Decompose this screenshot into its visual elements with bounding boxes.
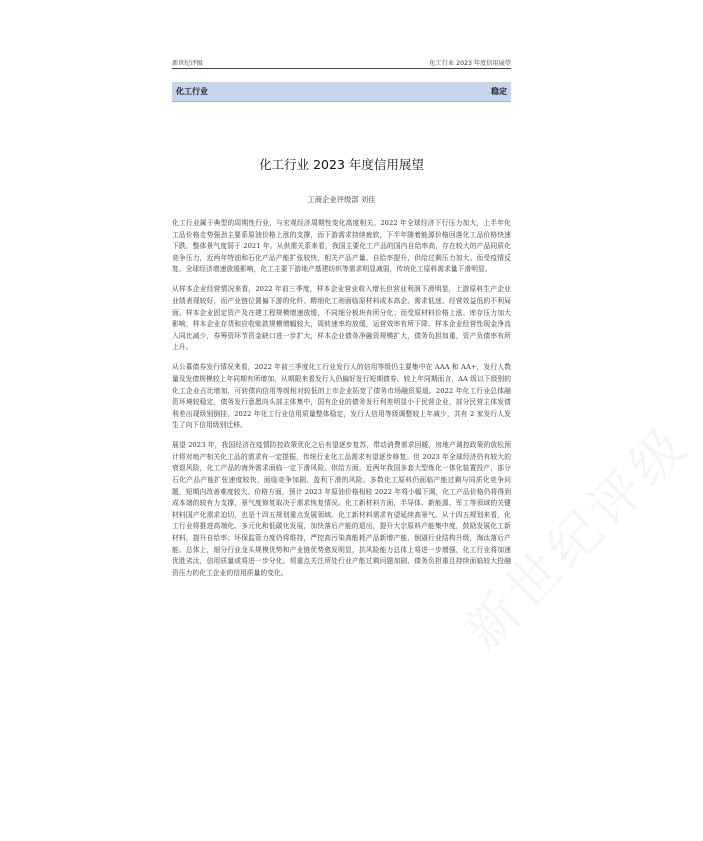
report-title: 化工行业 2023 年度信用展望 xyxy=(259,157,424,172)
paragraph-bond-issuance: 从公募债券发行情况来看，2022 年前三季度化工行业发行人的信用等级仍主要集中在 AAA 和 AA+，发行人数量及发债规模较上年同期有所增加，从期限来看发行人仍偏好发行短期债券。较上年同期而言，AA 级以下级别的化工企业占比增加，可转债向信用等级相对较低的上市企业拓宽了债务市场融资渠道。2022 年化工行业总体融资环境较稳定，债务发行意愿向头部主体集中，国有企业的债务发行利差明显小于民营企业，部分民营主体发债利差出现级别倒挂。2022 年化工行业信用质量整体稳定，发行人信用等级调整较上年减少，共有 2 家发行人发生了向下信用级别迁移。 xyxy=(172,363,511,430)
paragraph-sample-operations: 从样本企业经营情况来看，2022 年前三季度，样本企业营业收入增长但营业利润下滑明显，上游原料生产企业业绩表现较好，而产业链位置偏下游的化纤、精细化工则面临原材料成本高企、需求低迷、经营效益低的不利局面。样本企业固定资产及在建工程规模增速放缓，不同细分板块有所分化；而受原材料价格上涨、库存压力加大影响，样本企业存货和应收账款规模增幅较大，周转速率均放缓，运营效率有所下降。样本企业经营性现金净流入同比减少，券筹资环节资金缺口进一步扩大，样本企业债务净融资规模扩大，债务负担加重，资产负债率有所上升。 xyxy=(172,285,511,352)
watermark: 新世纪评级 xyxy=(454,414,702,662)
paragraph-industry-overview: 化工行业属于典型的周期性行业，与宏观经济周期性变化高度相关。2022 年全球经济下行压力加大，上半年化工品价格走势强劲主要系原油价格上涨的支撑，而下游需求持续疲软，下半年随着能源价格回落化工品价格快速下跌，整体景气度弱于 2021 年。从供需关系来看，我国主要化工产品的国内自给率高，存在较大的产品同质化竞争压力，近两年特油和石化产品产能扩张较快，相关产品产量、自给率提升，供给过剩压力加大。而受疫情反复、全球经济增速放缓影响，化工主要下游地产基建纺织等需求明显减弱，传统化工原料需求量下滑明显。 xyxy=(172,219,511,274)
report-author: 工商企业评级部 刘佳 xyxy=(307,195,376,204)
paragraph-2023-outlook: 展望 2023 年，我国经济在疫情防控政策优化之后有望逐步复苏，带动消费需求回暖，房地产调控政策的放松预计将对地产相关化工品的需求有一定提振，传统行业化工品需求有望逐步修复。但 2023 年全球经济仍有较大的衰退风险，化工产品的海外需求面临一定下滑风险。供给方面，近两年我国多套大型炼化一体化装置投产，部分石化产品产能扩张速度较快，面临竞争加剧、盈利下滑的风险。多数化工原料仍面临产能过剩与同质化竞争问题，短期内改善难度较大。价格方面，预计 2023 年原油价格相较 2022 年将小幅下调，化工产品价格仍将得到成本端的较有力支撑，景气度修复取决于需求恢复情况。化工新材料方面，半导体、新能源、军工等领域的关键材料国产化需求迫切，也是十四五规划重点发展领域。化工新材料需求有望延续高景气。从十四五规划来看，化工行业将推进高端化、多元化和低碳化发展，加快落后产能的退出，提升大宗原料产能集中度，鼓励发展化工新材料，提升自给率；环保监管力度仍将维持，严控高污染高能耗产品新增产能，倒逼行业结构升级，淘汰落后产能。总体上，细分行业龙头规模优势和产业链优势愈发明显，抗风险能力总体上将进一步增强，化工行业将加速优胜劣汰，信用质量或将进一步分化。须重点关注所处行业产能过剩问题加剧、债务负担重且持续面临较大投融资压力的化工企业的信用质量的变化。 xyxy=(172,441,511,577)
page-header xyxy=(172,55,511,67)
banner-outlook: 稳定 xyxy=(491,87,507,96)
section-banner xyxy=(172,82,511,102)
report-body xyxy=(172,218,511,588)
header-left: 新世纪评级 xyxy=(172,60,203,67)
banner-industry: 化工行业 xyxy=(176,87,208,96)
header-rule xyxy=(172,68,511,69)
header-right: 化工行业 2023 年度信用展望 xyxy=(429,60,511,67)
